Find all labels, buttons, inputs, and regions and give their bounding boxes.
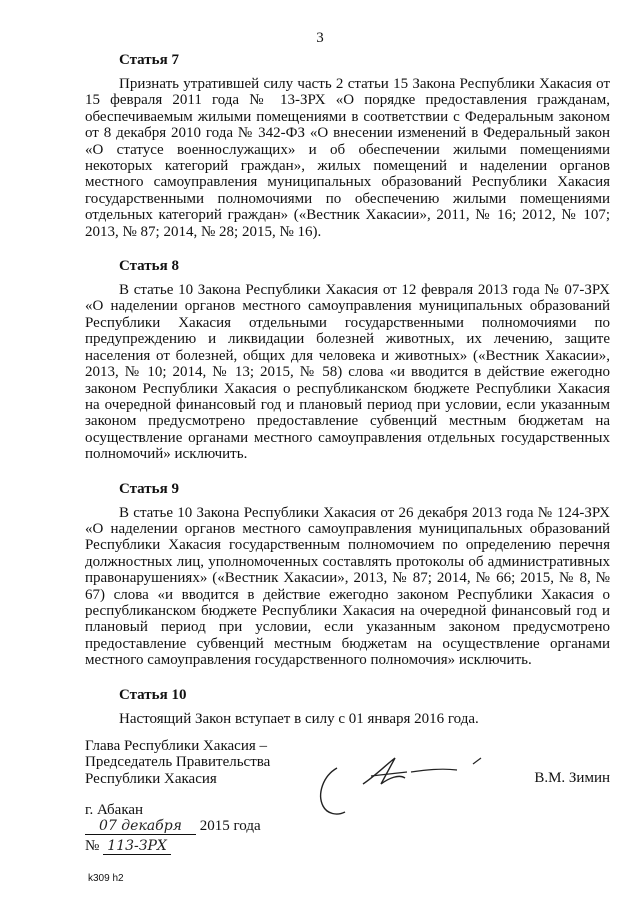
article-text: В статье 10 Закона Республики Хакасия от 26 декабря 2013 года № 124-ЗРХ «О наделении органов местного самоуправления муниципальных образований Республики Хакасия государственным полномочием по определению перечня должностных лиц, уполномоченных составлять протоколы об административных правонарушениях» («Вестник Хакасии», 2013, № 87; 2014, № 66; 2015, № 8, № 67) слова «и вводится в действие ежегодно законом Республики Хакасия о республиканском бюджете Республики Хакасия на очередной финансовый год и плановый период при условии, если указанным законом предусмотрено предоставление субвенций местным бюджетам на осуществление органами местного самоуправления государственного полномочия» исключить. bbox=[85, 504, 610, 669]
article-text: Признать утратившей силу часть 2 статьи 15 Закона Республики Хакасия от 15 февраля 2011 года № 13-ЗРХ «О порядке предоставления гражданам, обеспечиваемым жилыми помещениями в соответствии с Федеральным законом от 8 декабря 2010 года № 342-ФЗ «О внесении изменений в Федеральный закон «О статусе военнослужащих» и об обеспечении жилыми помещениями некоторых категорий граждан», жилых помещений и наделении органов местного самоуправления муниципальных образований Республики Хакасия государственными полномочиями по обеспечению жилыми помещениями отдельных категорий граждан» («Вестник Хакасии», 2011, № 16; 2012, № 107; 2013, № 87; 2014, № 28; 2015, № 16). bbox=[85, 76, 610, 240]
document-body bbox=[85, 50, 610, 743]
article-text: Настоящий Закон вступает в силу с 01 января 2016 года. bbox=[119, 710, 479, 727]
article-8 bbox=[85, 256, 610, 462]
article-heading: Статья 7 bbox=[119, 52, 179, 68]
article-7 bbox=[85, 50, 610, 240]
article-9 bbox=[85, 479, 610, 669]
number-sign: № bbox=[85, 838, 100, 854]
article-heading: Статья 9 bbox=[119, 480, 179, 497]
signing-place: г. Абакан bbox=[85, 802, 144, 818]
signer-title-line: Председатель Правительства bbox=[85, 754, 271, 771]
handwritten-signature bbox=[315, 754, 505, 824]
signing-year: 2015 года bbox=[199, 818, 261, 834]
handwritten-law-number: 113-ЗРХ bbox=[103, 838, 171, 855]
article-heading: Статья 10 bbox=[119, 686, 187, 703]
signing-date bbox=[85, 818, 261, 835]
article-10 bbox=[85, 685, 610, 727]
signer-title bbox=[85, 738, 325, 787]
footer-code: k309 h2 bbox=[88, 873, 124, 884]
article-heading: Статья 8 bbox=[119, 258, 179, 275]
handwritten-date: 07 декабря bbox=[85, 818, 196, 835]
page-number: 3 bbox=[316, 30, 324, 46]
law-number bbox=[85, 838, 171, 855]
signer-title-line: Республики Хакасия bbox=[85, 770, 217, 787]
article-text: В статье 10 Закона Республики Хакасия от 12 февраля 2013 года № 07-ЗРХ «О наделении органов местного самоуправления муниципальных образований Республики Хакасия отдельными государственными полномочиями по предупреждению и ликвидации болезней животных, их лечению, защите населения от болезней, общих для человека и животных» («Вестник Хакасии», 2013, № 10; 2014, № 13; 2015, № 58) слова «и вводится в действие ежегодно законом Республики Хакасия о республиканском бюджете Республики Хакасия на очередной финансовый год и плановый период при условии, если указанным законом предусмотрено предоставление субвенций местным бюджетам на осуществление органами местного самоуправления отдельных государственных полномочий» исключить. bbox=[85, 282, 610, 463]
signer-name: В.М. Зимин bbox=[534, 770, 610, 786]
signer-title-line: Глава Республики Хакасия – bbox=[85, 738, 268, 754]
